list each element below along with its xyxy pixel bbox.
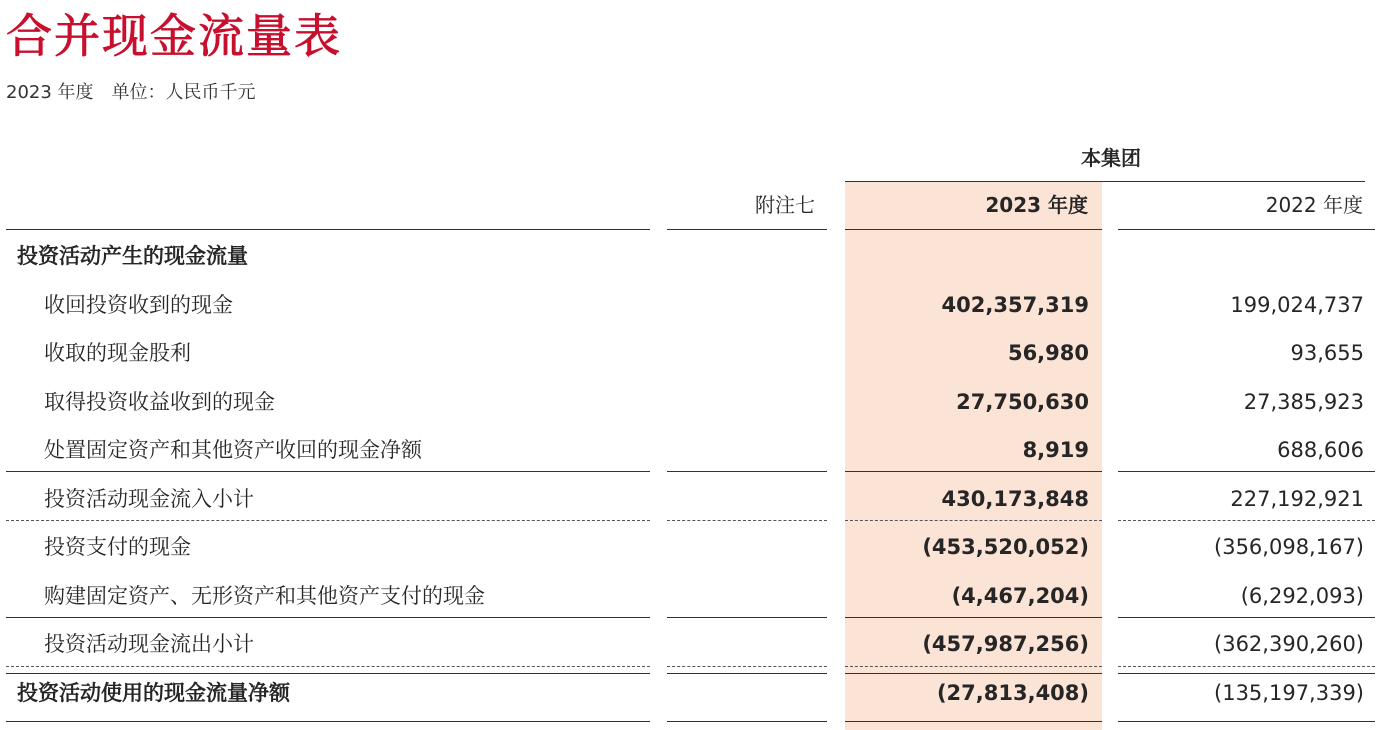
table-row [0,572,1386,621]
net-total-row [0,669,1386,718]
table-row [0,523,1386,572]
row-label: 收取的现金股利 [44,341,191,365]
report-subtitle [6,81,256,105]
row-label: 投资活动产生的现金流量 [17,244,248,268]
previous-year-value: (356,098,167) [1214,535,1364,559]
table-row [0,329,1386,378]
previous-year-value: (135,197,339) [1214,680,1364,705]
subtotal-row [0,475,1386,524]
report-unit: 单位：人民币千元 [111,82,256,103]
header-rule-previous [1118,229,1375,230]
current-year-value: (4,467,204) [951,583,1089,608]
section-heading-row [0,232,1386,281]
header-rule-note [667,229,827,230]
row-label: 购建固定资产、无形资产和其他资产支付的现金 [44,583,485,608]
row-label: 收回投资收到的现金 [44,292,233,317]
row-label: 投资活动现金流入小计 [44,486,254,511]
previous-year-value: 227,192,921 [1230,486,1364,511]
current-year-value: 56,980 [1007,341,1089,365]
header-rule-current [845,229,1102,230]
row-label: 投资活动现金流出小计 [44,632,254,656]
row-label: 投资支付的现金 [44,535,191,559]
table-row [0,426,1386,475]
bottom-rule-label [6,721,650,722]
page-title: 合并现金流量表 [6,9,342,63]
report-period: 2023 年度 [6,82,94,103]
subtotal-row [0,620,1386,669]
current-year-header: 2023 年度 [985,193,1088,217]
row-label: 投资活动使用的现金流量净额 [17,680,290,705]
previous-year-value: (362,390,260) [1214,632,1364,656]
previous-year-value: 199,024,737 [1230,292,1364,317]
previous-year-value: (6,292,093) [1240,583,1364,608]
current-year-value: (27,813,408) [936,680,1089,705]
current-year-value: 8,919 [1022,438,1089,462]
table-row [0,378,1386,427]
row-label: 取得投资收益收到的现金 [44,389,275,414]
row-label: 处置固定资产和其他资产收回的现金净额 [44,438,422,462]
current-year-value: 430,173,848 [941,486,1089,511]
bottom-rule-current [845,721,1102,722]
group-header-rule [845,181,1365,182]
previous-year-value: 93,655 [1290,341,1364,365]
bottom-rule-previous [1118,721,1375,722]
previous-year-value: 688,606 [1277,438,1364,462]
header-rule-label [6,229,650,230]
group-header: 本集团 [1081,146,1141,170]
previous-year-value: 27,385,923 [1243,389,1364,414]
cash-flow-table [0,232,1386,717]
previous-year-header: 2022 年度 [1265,193,1363,217]
bottom-rule-note [667,721,827,722]
table-row [0,281,1386,330]
current-year-value: 27,750,630 [956,389,1089,414]
note-column-header: 附注七 [755,193,815,217]
current-year-value: (457,987,256) [922,632,1089,656]
current-year-value: 402,357,319 [941,292,1089,317]
current-year-value: (453,520,052) [922,535,1089,559]
